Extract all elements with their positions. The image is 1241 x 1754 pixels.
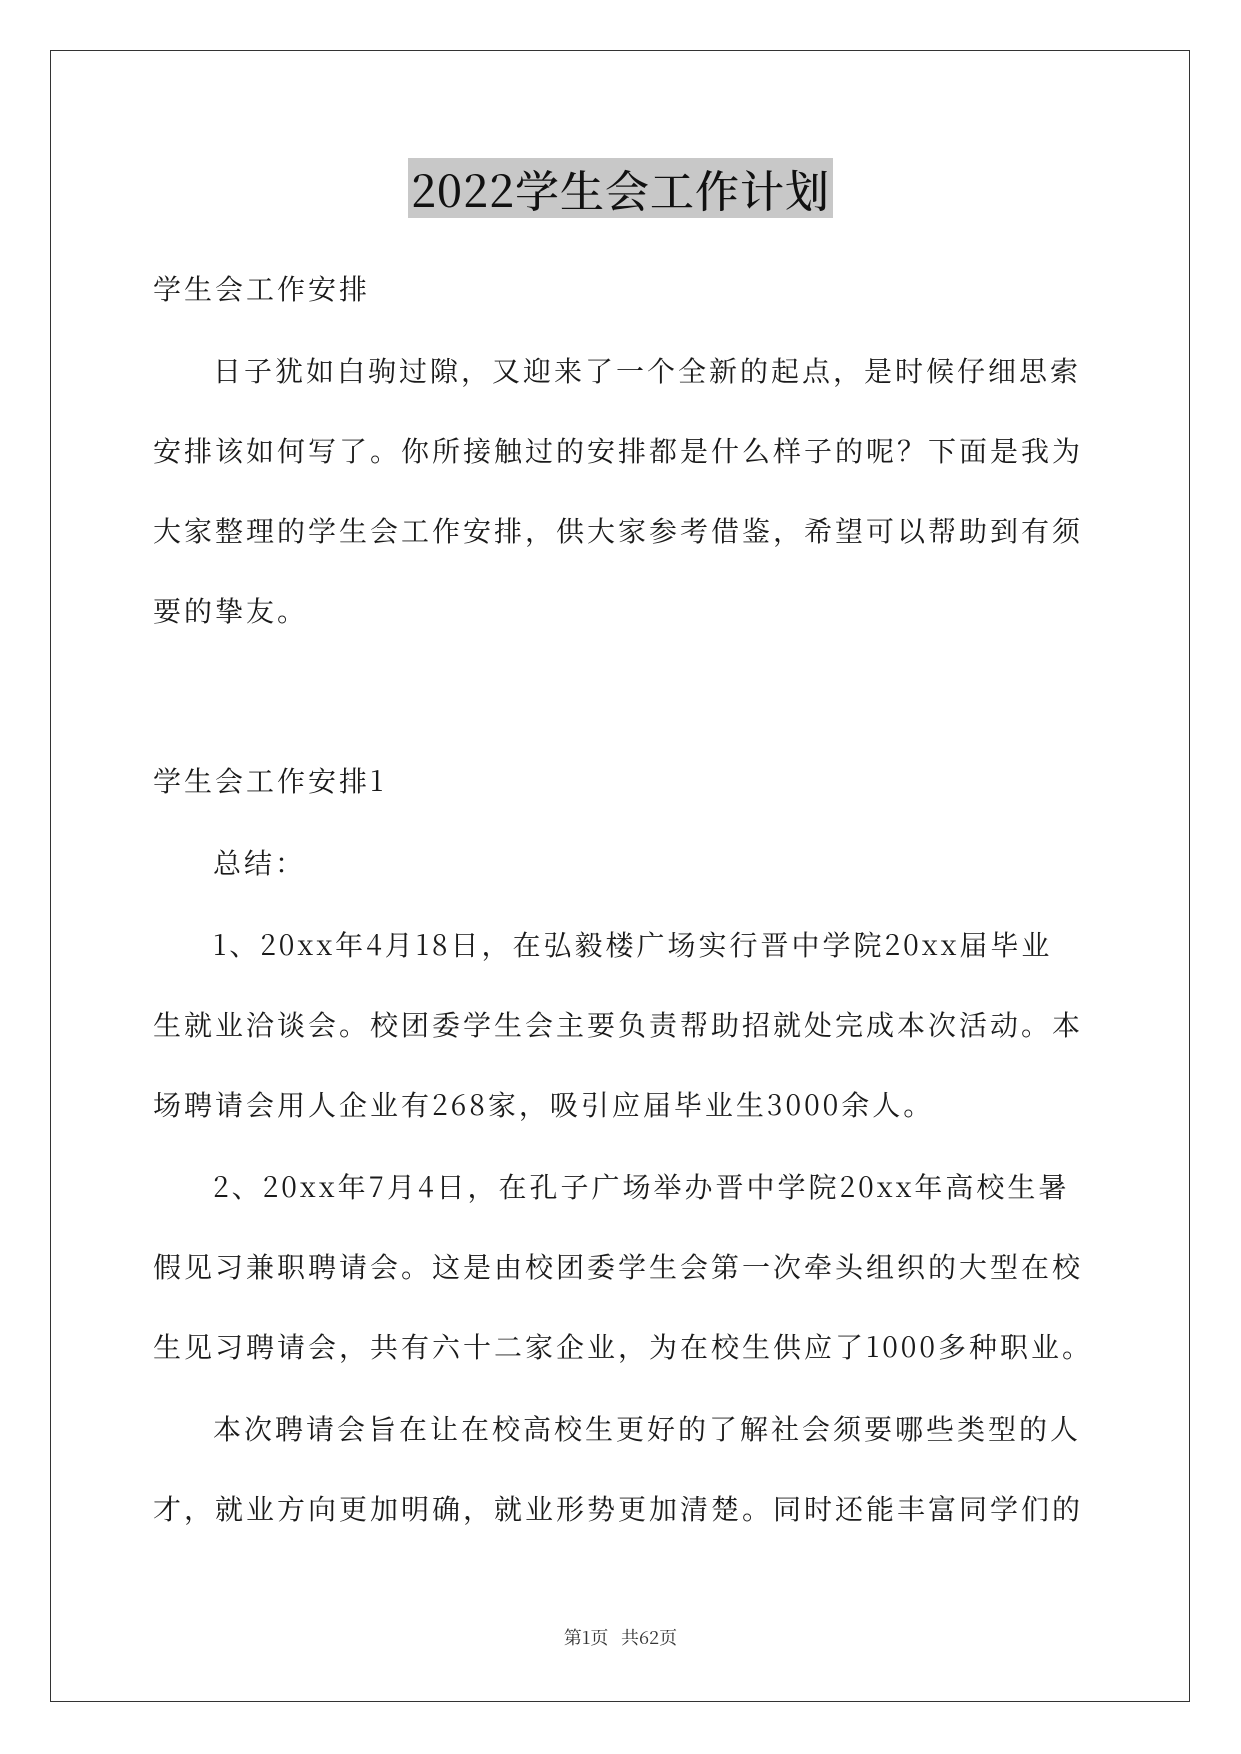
item-line: 本次聘请会旨在让在校高校生更好的了解社会须要哪些类型的人 [213,1408,1082,1448]
item-line: 生就业洽谈会。校团委学生会主要负责帮助招就处完成本次活动。本 [153,1004,1084,1044]
page-footer [0,1624,1241,1650]
section-heading: 学生会工作安排 [153,268,371,308]
title-container [0,158,1241,218]
item-line: 假见习兼职聘请会。这是由校团委学生会第一次牵头组织的大型在校 [153,1246,1084,1286]
intro-line: 安排该如何写了。你所接触过的安排都是什么样子的呢？下面是我为 [153,430,1084,470]
item-line: 才，就业方向更加明确，就业形势更加清楚。同时还能丰富同学们的 [153,1488,1084,1528]
intro-line: 日子犹如白驹过隙，又迎来了一个全新的起点，是时候仔细思索 [213,350,1082,390]
item-line: 场聘请会用人企业有268家，吸引应届毕业生3000余人。 [153,1084,935,1124]
intro-line: 大家整理的学生会工作安排，供大家参考借鉴，希望可以帮助到有须 [153,510,1084,550]
summary-label: 总结： [213,842,307,882]
page-number: 第1页 [563,1624,609,1650]
intro-line: 要的挚友。 [153,590,309,630]
section-heading: 学生会工作安排1 [153,760,387,800]
item-line: 生见习聘请会，共有六十二家企业，为在校生供应了1000多种职业。 [153,1326,1093,1366]
document-title: 2022学生会工作计划 [408,158,833,218]
item-line: 1、20xx年4月18日，在弘毅楼广场实行晋中学院20xx届毕业 [213,924,1053,964]
page-total: 共62页 [621,1624,678,1650]
item-line: 2、20xx年7月4日，在孔子广场举办晋中学院20xx年高校生暑 [213,1166,1070,1206]
